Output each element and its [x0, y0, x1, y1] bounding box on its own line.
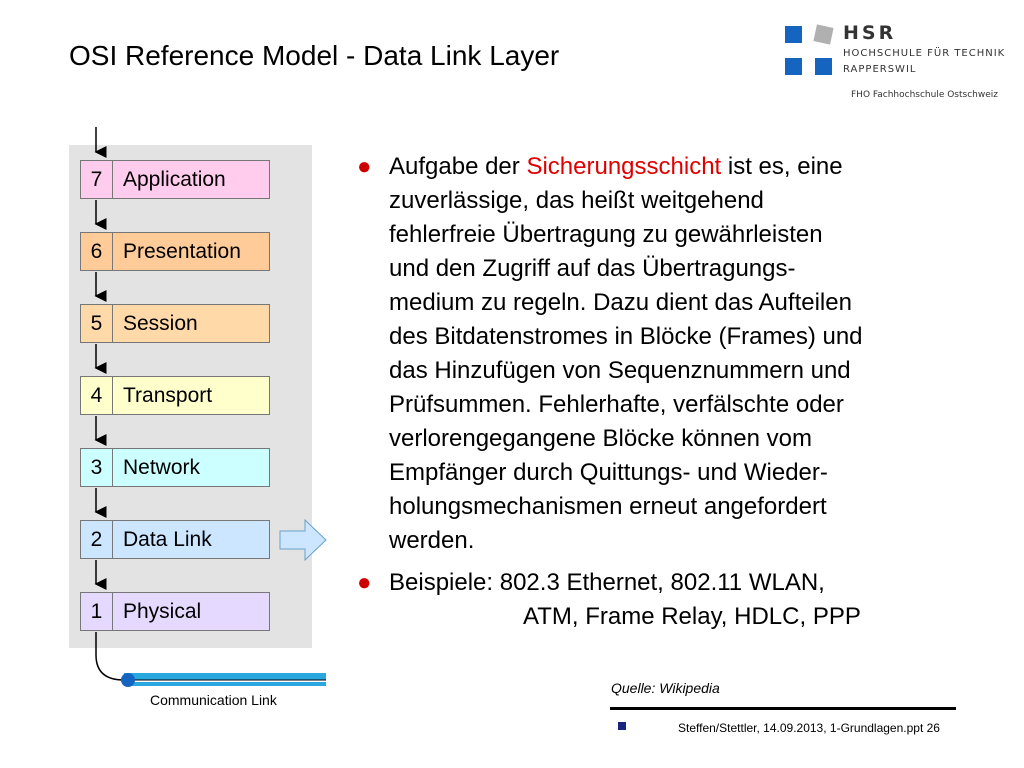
layer-name: Network: [123, 455, 201, 479]
footer-text: Steffen/Stettler, 14.09.2013, 1-Grundlagen.ppt 26: [678, 721, 940, 735]
osi-layer-1: [80, 592, 270, 631]
osi-layer-5: [80, 304, 270, 343]
bullet-line: fehlerfreie Übertragung zu gewährleisten: [389, 221, 823, 248]
layer-number: 5: [81, 305, 113, 342]
bullet-line: und den Zugriff auf das Übertragungs-: [389, 255, 796, 282]
layer-number: 4: [81, 377, 113, 414]
layer-name: Session: [123, 311, 198, 335]
layer-name: Data Link: [123, 527, 212, 551]
bullet-item-examples: [357, 566, 977, 634]
source-citation: Quelle: Wikipedia: [611, 680, 720, 696]
communication-link-line: [121, 673, 326, 687]
logo-line-1: HOCHSCHULE FÜR TECHNIK: [843, 48, 1006, 59]
layer-name: Application: [123, 167, 226, 191]
bullet-line: werden.: [389, 527, 475, 554]
communication-link-label: Communication Link: [150, 692, 277, 708]
slide-title: OSI Reference Model - Data Link Layer: [69, 40, 560, 71]
bullet-line: holungsmechanismen erneut angefordert: [389, 493, 827, 520]
bullet-line: zuverlässige, das heißt weitgehend: [389, 187, 764, 214]
layer-number: 2: [81, 521, 113, 558]
bullet-dot-icon: ●: [357, 153, 372, 180]
bullet-line: Empfänger durch Quittungs- und Wieder-: [389, 459, 828, 486]
osi-layer-4: [80, 376, 270, 415]
layer-name: Presentation: [123, 239, 241, 263]
bullet-line: Beispiele: 802.3 Ethernet, 802.11 WLAN,: [389, 569, 825, 596]
osi-layer-2: [80, 520, 270, 559]
osi-layer-6: [80, 232, 270, 271]
osi-layer-7: [80, 160, 270, 199]
osi-layer-3: [80, 448, 270, 487]
bullet-line: [389, 150, 977, 184]
logo-line-3: FHO Fachhochschule Ostschweiz: [851, 90, 998, 100]
layer-number: 7: [81, 161, 113, 198]
bullet-list: [357, 150, 977, 634]
footer-square-icon: [618, 722, 626, 730]
highlighted-term: Sicherungsschicht: [526, 153, 722, 180]
layer-number: 3: [81, 449, 113, 486]
text-run: Aufgabe der: [389, 153, 527, 180]
logo-name: HSR: [843, 22, 897, 44]
layer-number: 6: [81, 233, 113, 270]
bullet-line: ATM, Frame Relay, HDLC, PPP: [523, 603, 861, 630]
bullet-line: verlorengegangene Blöcke können vom: [389, 425, 812, 452]
logo-line-2: RAPPERSWIL: [843, 64, 917, 75]
layer-number: 1: [81, 593, 113, 630]
layer-name: Transport: [123, 383, 213, 407]
data-link-arrow-icon: [280, 520, 326, 560]
bullet-item-task: [357, 150, 977, 558]
bullet-dot-icon: ●: [357, 569, 372, 596]
bullet-line: des Bitdatenstromes in Blöcke (Frames) und: [389, 323, 863, 350]
bullet-line: das Hinzufügen von Sequenznummern und: [389, 357, 851, 384]
footer-divider: [610, 707, 956, 710]
bullet-line: Prüfsummen. Fehlerhafte, verfälschte oder: [389, 391, 844, 418]
layer-name: Physical: [123, 599, 202, 623]
text-run: ist es, eine: [721, 153, 843, 180]
bullet-line: medium zu regeln. Dazu dient das Aufteilen: [389, 289, 852, 316]
